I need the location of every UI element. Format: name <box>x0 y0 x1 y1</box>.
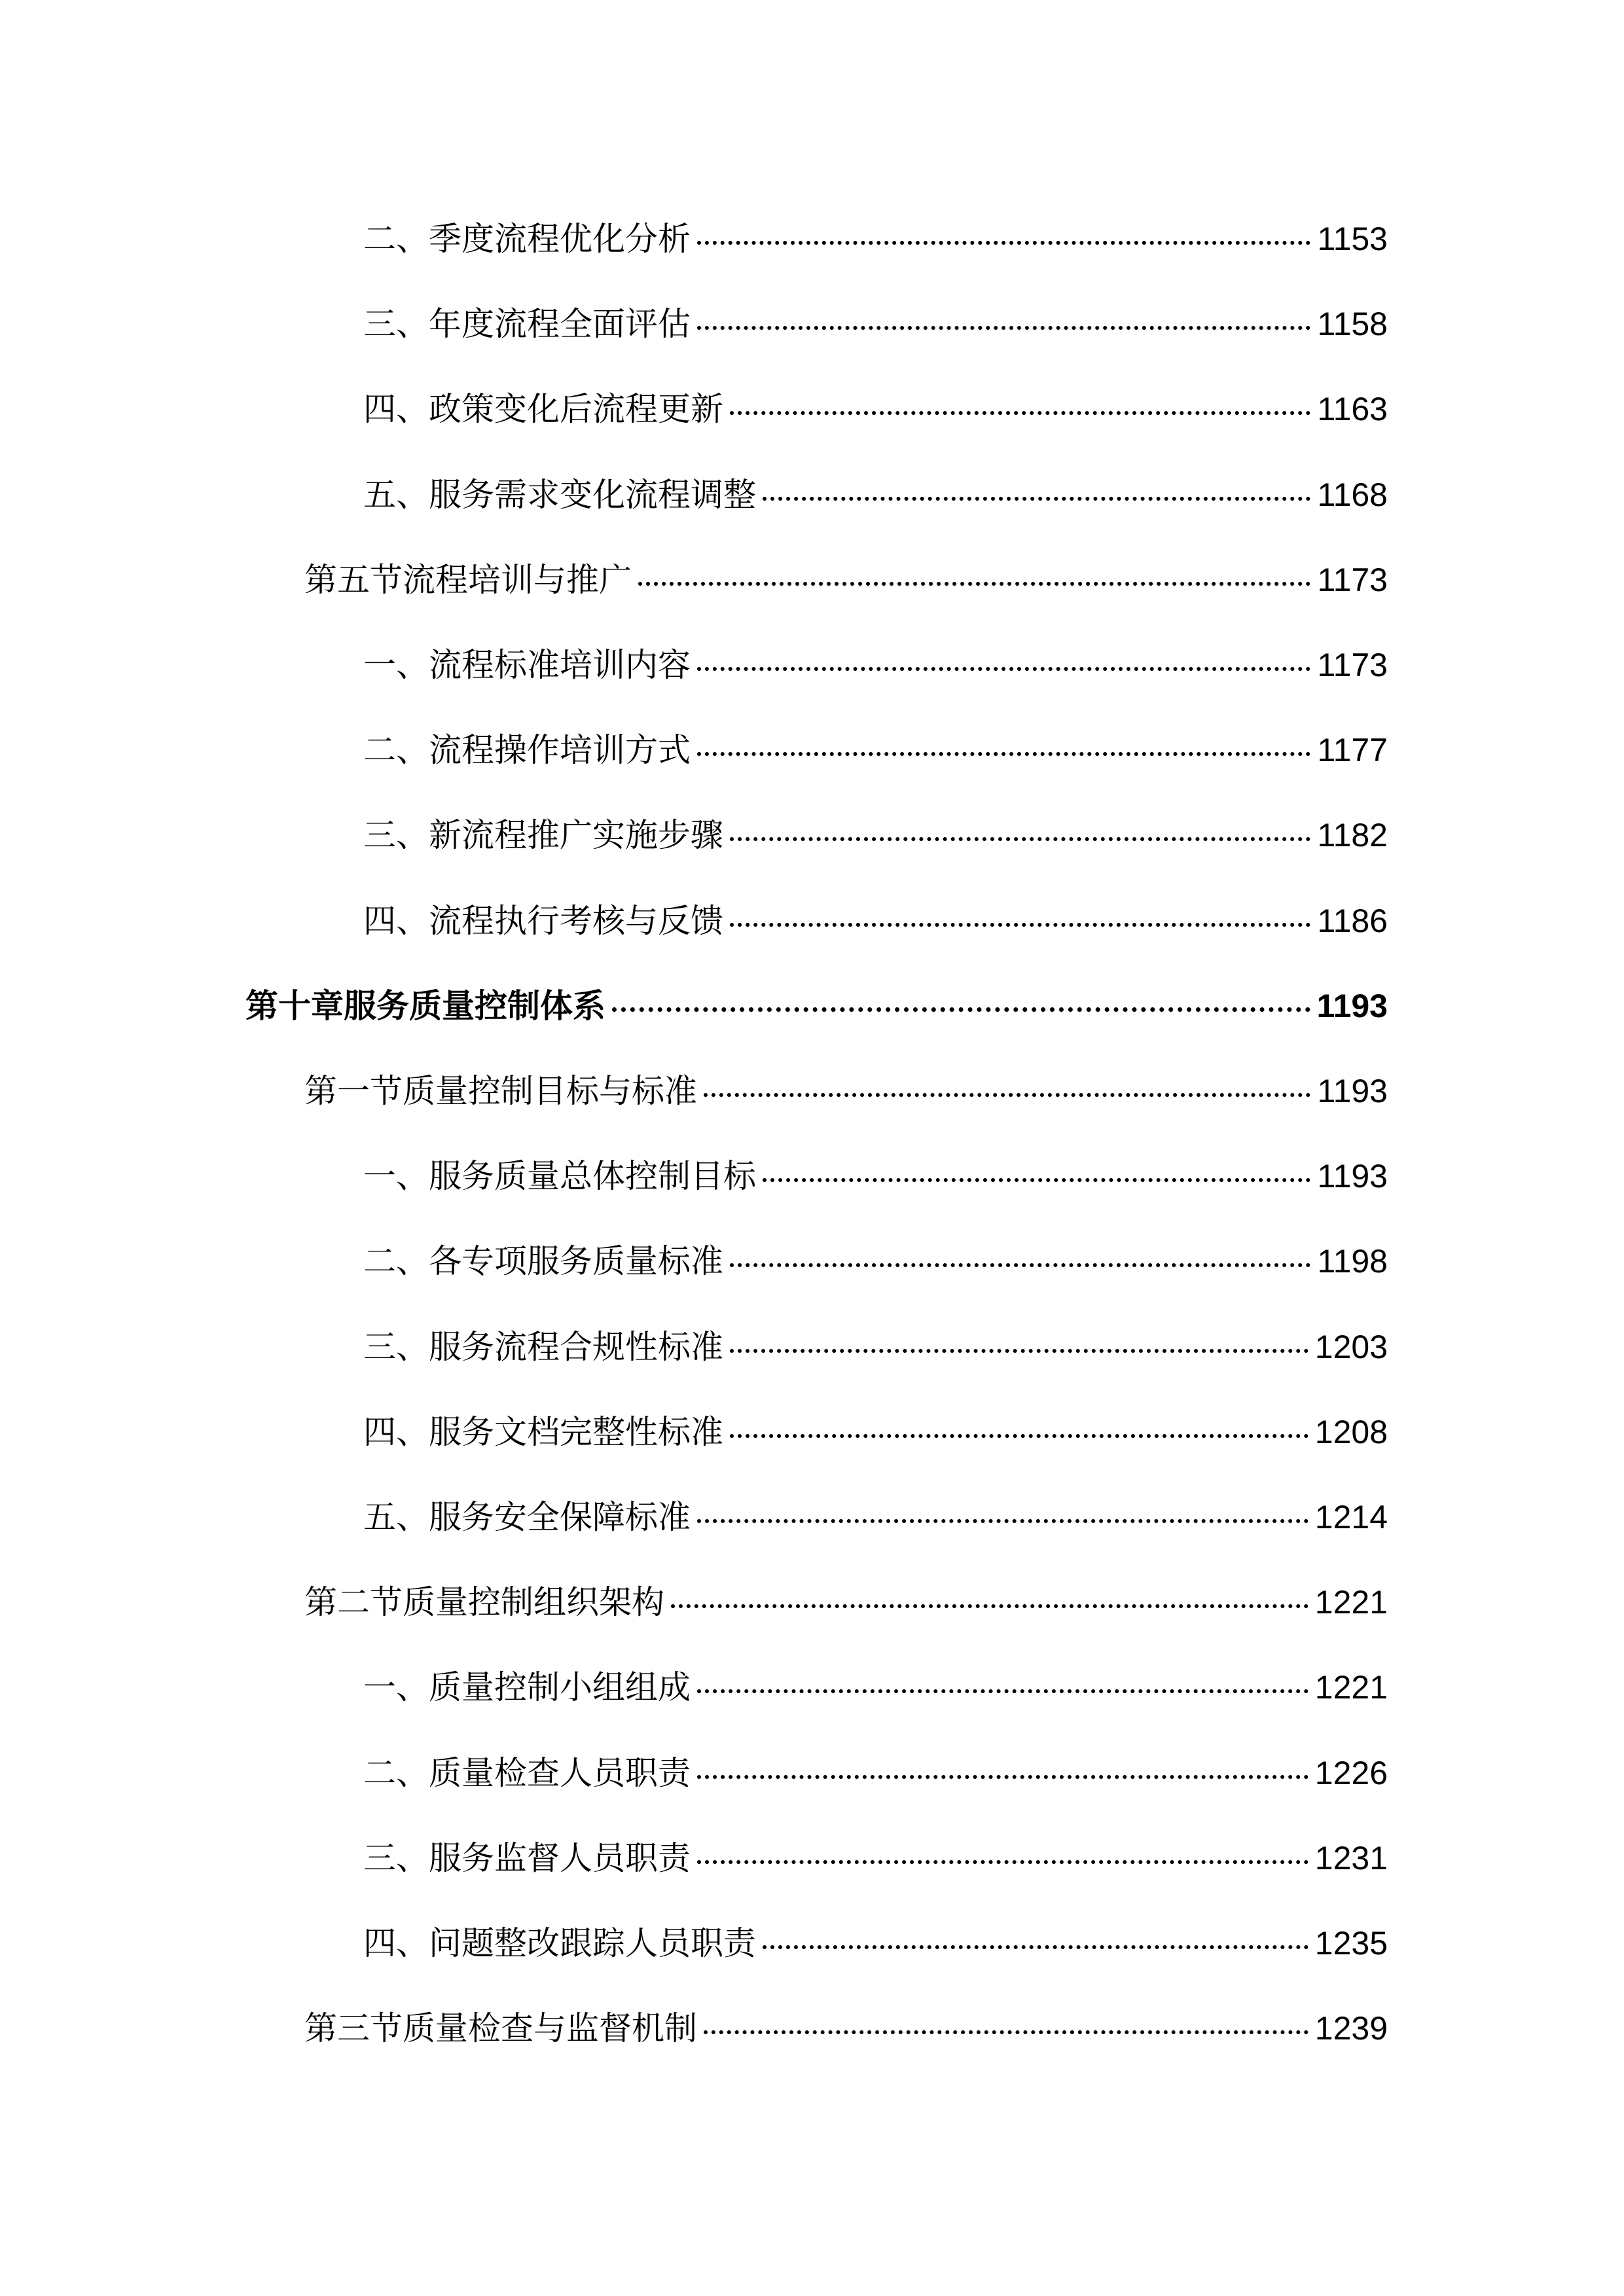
toc-dot-leader <box>704 1093 1310 1097</box>
toc-dot-leader <box>730 923 1310 927</box>
toc-subsection-entry[interactable] <box>363 213 1388 265</box>
toc-entry-label: 三、新流程推广实施步骤 <box>363 816 723 854</box>
toc-subsection-entry[interactable] <box>363 1747 1388 1799</box>
toc-dot-leader <box>697 326 1310 330</box>
toc-dot-leader <box>730 1263 1310 1267</box>
toc-dot-leader <box>763 1178 1310 1182</box>
toc-page-number: 1163 <box>1317 391 1388 427</box>
toc-subsection-entry[interactable] <box>363 298 1388 350</box>
toc-subsection-entry[interactable] <box>363 1832 1388 1884</box>
toc-entry-label: 五、服务需求变化流程调整 <box>363 476 756 514</box>
toc-page-number: 1182 <box>1317 817 1388 853</box>
toc-subsection-entry[interactable] <box>363 895 1388 947</box>
toc-page-number: 1221 <box>1314 1584 1388 1621</box>
toc-page-number: 1203 <box>1314 1329 1388 1365</box>
toc-dot-leader <box>638 582 1310 586</box>
toc-entry-label: 三、年度流程全面评估 <box>363 305 691 343</box>
toc-page-number: 1239 <box>1314 2010 1388 2047</box>
toc-dot-leader <box>697 752 1310 756</box>
toc-page-number: 1158 <box>1317 306 1388 342</box>
toc-page-number: 1235 <box>1314 1925 1388 1962</box>
toc-entry-label: 二、季度流程优化分析 <box>363 220 691 258</box>
toc-entry-label: 一、流程标准培训内容 <box>363 646 691 684</box>
toc-page-number: 1173 <box>1317 647 1388 683</box>
toc-entry-label: 一、质量控制小组组成 <box>363 1668 691 1706</box>
toc-entry-label: 三、服务流程合规性标准 <box>363 1328 723 1366</box>
toc-section-entry[interactable] <box>304 554 1388 606</box>
toc-page-number: 1153 <box>1317 221 1388 257</box>
toc-subsection-entry[interactable] <box>363 1661 1388 1713</box>
toc-entry-label: 四、流程执行考核与反馈 <box>363 902 723 940</box>
toc-dot-leader <box>697 241 1310 245</box>
toc-entry-label: 四、政策变化后流程更新 <box>363 390 723 428</box>
toc-entry-label: 三、服务监督人员职责 <box>363 1839 691 1877</box>
toc-entry-label: 二、质量检查人员职责 <box>363 1754 691 1792</box>
toc-page-number: 1173 <box>1317 562 1388 598</box>
toc-page-number: 1226 <box>1314 1755 1388 1791</box>
toc-page-number: 1193 <box>1317 1073 1388 1109</box>
toc-page-number: 1177 <box>1317 732 1388 768</box>
toc-entry-label: 第一节质量控制目标与标准 <box>304 1072 697 1110</box>
toc-entry-label: 第三节质量检查与监督机制 <box>304 2009 697 2047</box>
toc-subsection-entry[interactable] <box>363 1491 1388 1543</box>
toc-dot-leader <box>763 1945 1308 1949</box>
toc-page-number: 1193 <box>1317 1158 1388 1194</box>
toc-section-entry[interactable] <box>304 2002 1388 2054</box>
toc-subsection-entry[interactable] <box>363 639 1388 691</box>
toc-subsection-entry[interactable] <box>363 809 1388 861</box>
toc-subsection-entry[interactable] <box>363 383 1388 435</box>
toc-entry-label: 二、各专项服务质量标准 <box>363 1242 723 1280</box>
toc-subsection-entry[interactable] <box>363 724 1388 776</box>
toc-entry-label: 四、服务文档完整性标准 <box>363 1413 723 1451</box>
toc-page-number: 1193 <box>1316 988 1388 1024</box>
toc-page-number: 1208 <box>1314 1414 1388 1450</box>
toc-page-number: 1221 <box>1314 1669 1388 1706</box>
toc-entry-label: 四、问题整改跟踪人员职责 <box>363 1924 756 1962</box>
toc-subsection-entry[interactable] <box>363 1235 1388 1287</box>
toc-subsection-entry[interactable] <box>363 1150 1388 1202</box>
toc-dot-leader <box>730 411 1310 415</box>
toc-subsection-entry[interactable] <box>363 1917 1388 1969</box>
toc-dot-leader <box>671 1604 1308 1608</box>
toc-dot-leader <box>730 1349 1308 1353</box>
toc-dot-leader <box>763 497 1310 501</box>
toc-section-entry[interactable] <box>304 1576 1388 1628</box>
toc-dot-leader <box>697 667 1310 671</box>
toc-dot-leader <box>697 1689 1308 1693</box>
toc-dot-leader <box>730 837 1310 841</box>
toc-chapter-entry[interactable] <box>245 980 1388 1032</box>
toc-entry-label: 二、流程操作培训方式 <box>363 731 691 769</box>
toc-section-entry[interactable] <box>304 1065 1388 1117</box>
toc-dot-leader <box>730 1434 1308 1438</box>
toc-subsection-entry[interactable] <box>363 1406 1388 1458</box>
toc-subsection-entry[interactable] <box>363 469 1388 521</box>
toc-page-number: 1186 <box>1317 903 1388 939</box>
toc-entry-label: 第二节质量控制组织架构 <box>304 1583 664 1621</box>
toc-page-number: 1198 <box>1317 1243 1388 1280</box>
toc-entry-label: 五、服务安全保障标准 <box>363 1498 691 1536</box>
toc-dot-leader <box>612 1007 1310 1012</box>
toc-page-number: 1168 <box>1317 476 1388 513</box>
toc-entry-label: 第十章服务质量控制体系 <box>245 987 605 1025</box>
toc-page-number: 1214 <box>1314 1499 1388 1535</box>
toc-dot-leader <box>697 1775 1308 1779</box>
toc-entry-label: 一、服务质量总体控制目标 <box>363 1157 756 1195</box>
toc-dot-leader <box>704 2030 1308 2034</box>
toc-dot-leader <box>697 1519 1308 1523</box>
toc-subsection-entry[interactable] <box>363 1321 1388 1373</box>
toc-dot-leader <box>697 1860 1308 1864</box>
toc-entry-label: 第五节流程培训与推广 <box>304 561 632 599</box>
toc-page-number: 1231 <box>1314 1840 1388 1876</box>
